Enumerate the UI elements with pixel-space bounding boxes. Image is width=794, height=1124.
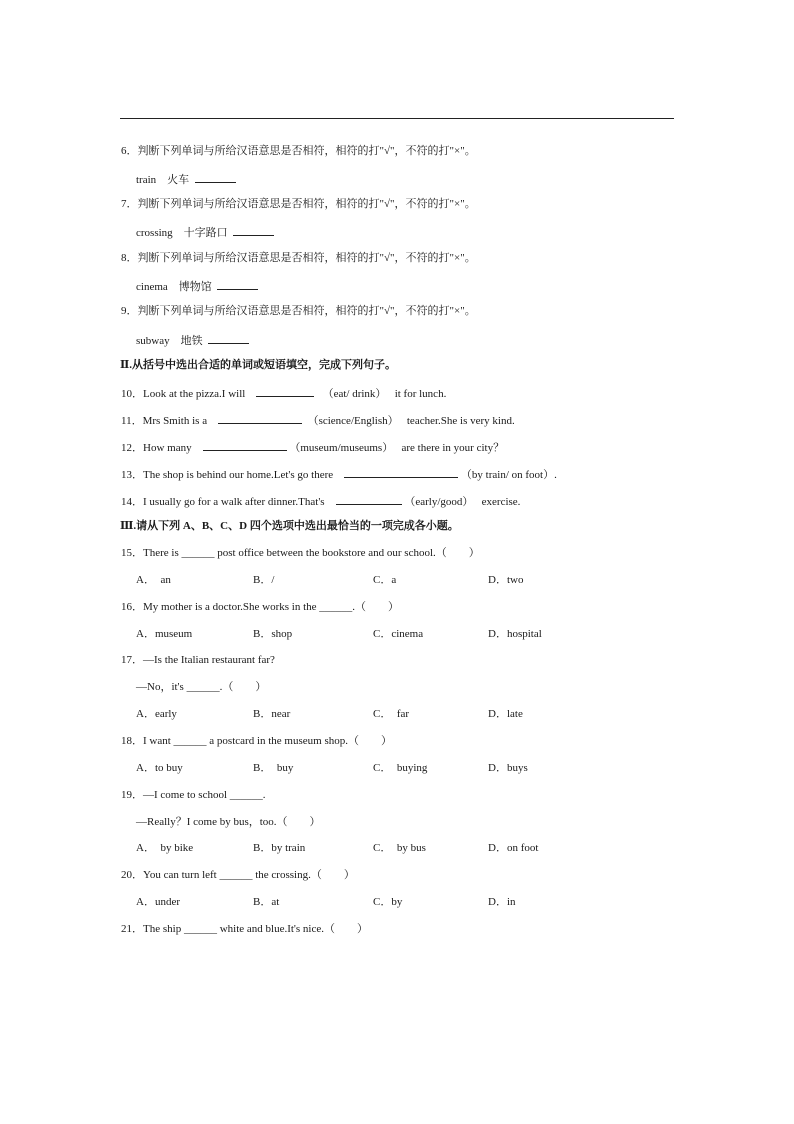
section-2-title: Ⅱ.从括号中选出合适的单词或短语填空，完成下列句子。 [120,359,397,371]
question-12-hint: （museum/museums） [289,442,394,454]
q16-option-a[interactable]: A．museum [136,628,193,640]
question-9-stem: 9．判断下列单词与所给汉语意思是否相符，相符的打"√"，不符的打"×"。 [121,305,476,317]
question-10-hint: （eat/ drink） [322,388,387,400]
question-6-chinese: 火车 [167,174,190,186]
answer-blank[interactable] [195,171,236,183]
question-8-word: cinema [136,281,168,293]
question-14-pre: 14．I usually go for a walk after dinner.That's [121,496,325,508]
q18-option-c[interactable]: C． buying [373,762,428,774]
q17-option-a[interactable]: A．early [136,708,177,720]
question-8-chinese: 博物馆 [178,281,212,293]
answer-blank[interactable] [208,332,249,344]
question-13 [121,466,557,480]
q20-option-a[interactable]: A．under [136,896,180,908]
question-10-post: it for lunch. [394,388,447,400]
answer-blank[interactable] [233,224,274,236]
q15-option-c[interactable]: C．a [373,574,397,586]
question-9-word: subway [136,335,170,347]
q15-option-b[interactable]: B．/ [253,574,275,586]
question-7-answer-line [136,224,274,238]
q17-option-c[interactable]: C． far [373,708,410,720]
q16-option-b[interactable]: B．shop [253,628,293,640]
question-20: 20．You can turn left ______ the crossing.（ ） [121,869,355,881]
question-12-post: are there in your city？ [401,442,505,454]
question-7-word: crossing [136,227,173,239]
question-10 [121,385,446,399]
question-7-chinese: 十字路口 [183,227,228,239]
q16-option-c[interactable]: C．cinema [373,628,424,640]
question-9-answer-line [136,332,249,346]
question-7-stem: 7．判断下列单词与所给汉语意思是否相符，相符的打"√"，不符的打"×"。 [121,198,476,210]
q19-option-c[interactable]: C． by bus [373,842,426,854]
question-11-hint: （science/English） [307,415,399,427]
question-12 [121,439,504,453]
question-21: 21．The ship ______ white and blue.It's nice.（ ） [121,923,369,935]
header-rule [120,118,674,119]
question-11-pre: 11．Mrs Smith is a [121,415,208,427]
section-3-title: Ⅲ.请从下列 A、B、C、D 四个选项中选出最恰当的一项完成各小题。 [120,520,459,532]
q20-option-d[interactable]: D．in [488,896,516,908]
q17-option-d[interactable]: D．late [488,708,523,720]
question-19-line2: —Really？I come by bus，too.（ ） [136,816,321,828]
question-19-line1: 19．—I come to school ______. [121,789,266,801]
question-16: 16．My mother is a doctor.She works in the ______.（ ） [121,601,400,613]
question-9-chinese: 地铁 [180,335,203,347]
question-18: 18．I want ______ a postcard in the museum shop.（ ） [121,735,392,747]
question-13-pre: 13．The shop is behind our home.Let's go there [121,469,334,481]
question-8-answer-line [136,278,258,292]
q19-option-d[interactable]: D．on foot [488,842,539,854]
answer-blank[interactable] [203,439,287,451]
question-10-pre: 10．Look at the pizza.I will [121,388,246,400]
question-11 [121,412,515,426]
answer-blank[interactable] [256,385,314,397]
q19-option-a[interactable]: A． by bike [136,842,194,854]
question-14 [121,493,520,507]
q15-option-a[interactable]: A． an [136,574,171,586]
q18-option-b[interactable]: B． buy [253,762,294,774]
q18-option-a[interactable]: A．to buy [136,762,183,774]
question-6-stem: 6．判断下列单词与所给汉语意思是否相符，相符的打"√"，不符的打"×"。 [121,145,476,157]
q15-option-d[interactable]: D．two [488,574,524,586]
question-13-hint: （by train/ on foot） [460,469,555,481]
answer-blank[interactable] [344,466,458,478]
question-17-line2: —No，it's ______.（ ） [136,681,267,693]
q20-option-b[interactable]: B．at [253,896,280,908]
question-14-hint: （early/good） [404,496,474,508]
question-12-pre: 12．How many [121,442,192,454]
answer-blank[interactable] [218,412,302,424]
q16-option-d[interactable]: D．hospital [488,628,542,640]
question-15: 15．There is ______ post office between the bookstore and our school.（ ） [121,547,480,559]
answer-blank[interactable] [336,493,402,505]
q20-option-c[interactable]: C．by [373,896,403,908]
question-6-answer-line [136,171,236,185]
question-13-post: . [554,469,557,481]
question-8-stem: 8．判断下列单词与所给汉语意思是否相符，相符的打"√"，不符的打"×"。 [121,252,476,264]
question-6-word: train [136,174,157,186]
question-11-post: teacher.She is very kind. [406,415,515,427]
question-17-line1: 17．—Is the Italian restaurant far? [121,654,275,666]
q17-option-b[interactable]: B．near [253,708,291,720]
q18-option-d[interactable]: D．buys [488,762,528,774]
answer-blank[interactable] [217,278,258,290]
q19-option-b[interactable]: B．by train [253,842,306,854]
question-14-post: exercise. [481,496,521,508]
